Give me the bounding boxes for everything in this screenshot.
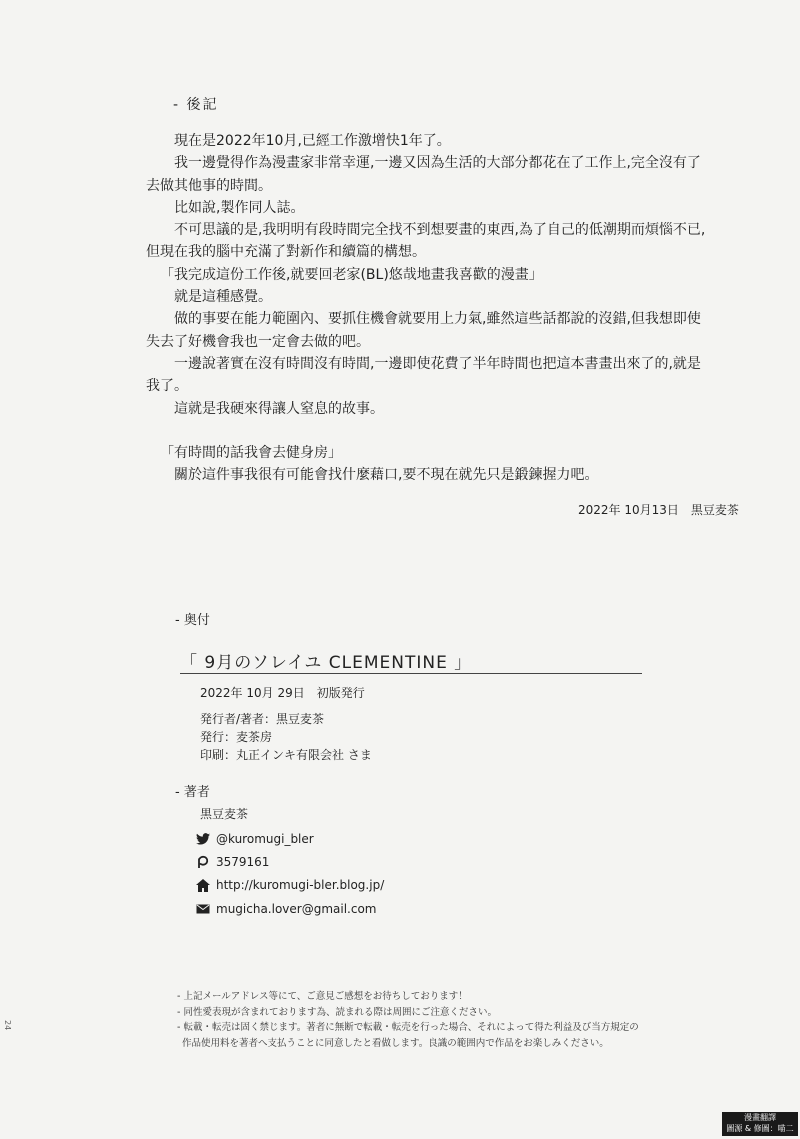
title-divider (180, 673, 642, 674)
note-item: - 上記メールアドレス等にて、ご意見ご感想をお待ちしております！ (177, 991, 468, 1002)
paragraph: 「有時間的話我會去健身房」 (160, 444, 342, 461)
publisher-line: 発行：麦茶房 (200, 730, 273, 744)
paragraph: 一邊說著實在沒有時間沒有時間,一邊即使花費了半年時間也把這本書畫出來了的,就是我了。 (146, 355, 701, 395)
publisher-author-line: 発行者/著者：黒豆麦茶 (200, 712, 325, 726)
publish-date: 2022年 10月 29日 初版発行 (200, 686, 365, 700)
pixiv-id: 3579161 (216, 855, 270, 869)
page-number: 24 (3, 1020, 12, 1031)
mail-icon (196, 902, 210, 916)
home-icon (196, 878, 210, 892)
paragraph: 比如說,製作同人誌。 (174, 199, 305, 216)
translator-stamp (722, 1112, 798, 1136)
author-name: 黒豆麦茶 (200, 807, 249, 821)
email-contact[interactable] (196, 902, 376, 916)
colophon-heading: - 奥付 (175, 613, 210, 628)
email-address: mugicha.lover@gmail.com (216, 902, 377, 916)
paragraph: 就是這種感覺。 (174, 289, 272, 306)
notes (177, 989, 639, 1051)
printer-line: 印刷：丸正インキ有限会社 さま (200, 748, 372, 762)
afterword-body (146, 130, 706, 486)
afterword-heading: - 後記 (173, 97, 219, 113)
note-item: - 転載・転売は固く禁じます。著者に無断で転載・転売を行った場合、それによって得た利益及び当方規定の (177, 1022, 639, 1033)
paragraph: 我一邊覺得作為漫畫家非常幸運,一邊又因為生活的大部分都花在了工作上,完全沒有了去做其他事的時間。 (146, 155, 701, 194)
twitter-contact[interactable] (196, 832, 314, 846)
pixiv-contact[interactable] (196, 855, 269, 869)
pixiv-icon (196, 855, 210, 869)
paragraph: 不可思議的是,我明明有段時間完全找不到想要畫的東西,為了自己的低潮期而煩惱不已,但現在我的腦中充滿了對新作和續篇的構想。 (146, 222, 706, 261)
blog-url: http://kuromugi-bler.blog.jp/ (216, 878, 385, 892)
paragraph: 現在是2022年10月,已經工作激增快1年了。 (174, 133, 451, 149)
colophon-details (200, 710, 372, 764)
blog-contact[interactable] (196, 878, 384, 892)
paragraph: 這就是我硬來得讓人窒息的故事。 (174, 400, 384, 417)
paragraph: 關於這件事我很有可能會找什麼藉口,要不現在就先只是鍛鍊握力吧。 (174, 467, 599, 484)
author-heading: - 著者 (175, 785, 210, 800)
stamp-line: 漫畫翻譯 (744, 1113, 776, 1122)
book-title: 「 9月のソレイユ CLEMENTINE 」 (180, 653, 473, 673)
stamp-line: 圖源 & 修圖：喵二 (726, 1124, 794, 1133)
note-item: - 同性愛表現が含まれております為、読まれる際は周囲にご注意ください。 (177, 1006, 497, 1018)
paragraph: 做的事要在能力範圍內、要抓住機會就要用上力氣,雖然這些話都說的沒錯,但我想即使失去了好機會我也一定會去做的吧。 (146, 311, 701, 350)
twitter-handle: @kuromugi_bler (216, 832, 314, 846)
afterword-signature: 2022年 10月13日 黒豆麦茶 (578, 503, 739, 517)
note-item: 作品使用料を著者へ支払うことに同意したと看做します。良識の範囲内で作品をお楽しみください。 (182, 1037, 609, 1049)
paragraph: 「我完成這份工作後,就要回老家(BL)悠哉地畫我喜歡的漫畫」 (160, 266, 543, 283)
twitter-icon (196, 832, 210, 846)
